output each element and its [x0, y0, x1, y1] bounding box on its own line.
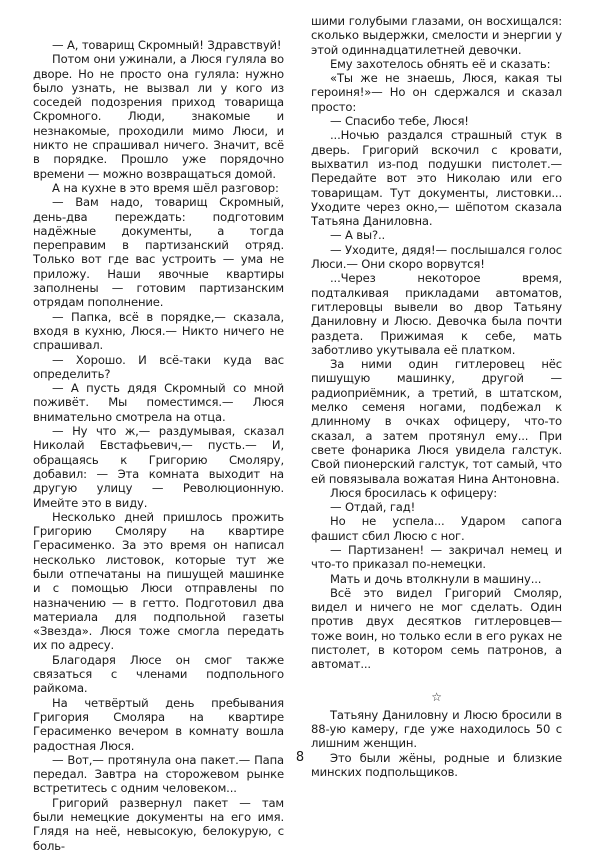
paragraph: За ними один гитлеровец нёс пишущую машинку, другой — радиоприёмник, а третий, в штатском, мелко семеня ногами, подбежал к длинному в очках офицеру, что-то сказал, а затем протянул ему... При свете фонарика Люся увидела галстук. Свой пионерский галстук, тот самый, что ей повязывала вожатая Нина Антоновна. [311, 357, 562, 486]
paragraph-continuation: шими голубыми глазами, он восхищался: сколько выдержки, смелости и энергии у этой одиннадцатилетней девочки. [311, 14, 562, 57]
paragraph: — Вот,— протянула она пакет.— Папа передал. Завтра на сторожевом рынке встретитесь с одним человеком... [33, 752, 284, 796]
paragraph: — Хорошо. И всё-таки куда вас определить? [33, 352, 284, 381]
paragraph: — Партизанен! — закричал немец и что-то приказал по-немецки. [311, 542, 562, 572]
paragraph: — Отдай, гад! [330, 500, 416, 515]
paragraph: Люся бросилась к офицеру: [330, 485, 498, 500]
paragraph: Мать и дочь втолкнули в машину... [330, 571, 542, 586]
star-separator-icon: ☆ [431, 689, 442, 704]
paragraph: Потом они ужинали, а Люся гуляла во дворе. Но не просто она гуляла: нужно было узнать, не вызвал ли у кого из соседей подозрения приход товарища Скромного. Люди, знакомые и незнакомые, проходили мимо Люси, и никто не спрашивал ничего. Значит, всё в порядке. Прошло уже порядочно времени — можно возвращаться домой. [33, 52, 284, 181]
paragraph: Но не успела... Ударом сапога фашист сбил Люсю с ног. [311, 514, 562, 543]
paragraph: На четвёртый день пребывания Григория Смоляра на квартире Герасименко вечером в комнату вошла радостная Люся. [33, 695, 284, 753]
left-column [33, 38, 284, 853]
paragraph: Всё это видел Григорий Смоляр, видел и ничего не мог сделать. Один против двух десятков гитлеровцев— тоже воин, но только если в его руках не пистолет, в котором семь патронов, а автомат... [311, 585, 562, 672]
paragraph: ...Через некоторое время, подталкивая прикладами автоматов, гитлеровцы вывели во двор Татьяну Даниловну и Люсю. Девочка была почти раздета. Прижимая к себе, мать заботливо укутывала её платком. [311, 271, 562, 357]
paragraph: — А пусть дядя Скромный со мной поживёт. Мы поместимся.— Люся внимательно смотрела на отца. [33, 381, 284, 424]
paragraph: Григорий развернул пакет — там были немецкие документы на его имя. Глядя на неё, невысокую, белокурую, с боль- [33, 795, 284, 853]
paragraph: Ему захотелось обнять её и сказать: [330, 56, 551, 71]
paragraph: — Вам надо, товарищ Скромный, день-два переждать: подготовим надёжные документы, а тогда переправим в партизанский отряд. Только вот где вас устроить — ума не приложу. Наши явочные квартиры заполнены — готовим партизанским отрядам пополнение. [33, 195, 284, 310]
right-column [311, 14, 562, 779]
paragraph: Это были жёны, родные и близкие минских подпольщиков. [311, 750, 562, 779]
paragraph: — Папка, всё в порядке,— сказала, входя в кухню, Люся.— Никто ничего не спрашивал. [33, 309, 284, 353]
page-number: 8 [295, 750, 305, 765]
paragraph: — Ну что ж,— раздумывая, сказал Николай Евстафьевич,— пусть.— И, обращаясь к Григорию Смоляру, добавил: — Эта комната выходит на другую улицу — Революционную. Имейте это в виду. [33, 424, 284, 510]
paragraph: — Спасибо тебе, Люся! [330, 114, 469, 129]
paragraph: ...Ночью раздался страшный стук в дверь. Григорий вскочил с кровати, выхватил из-под подушки пистолет.— Передайте вот это Николаю или его товарищам. Тут документы, листовки... Уходите через окно,— шёпотом сказала Татьяна Даниловна. [311, 128, 562, 229]
paragraph: А на кухне в это время шёл разговор: [52, 180, 279, 195]
paragraph: Татьяну Даниловну и Люсю бросили в 88-ую камеру, где уже находилось 50 с лишним женщин. [311, 707, 562, 751]
paragraph: «Ты же не знаешь, Люся, какая ты героиня!»— Но он сдержался и сказал просто: [311, 71, 562, 114]
paragraph: — А, товарищ Скромный! Здравствуй! [52, 38, 282, 52]
paragraph: Несколько дней пришлось прожить Григорию Смоляру на квартире Герасименко. За это время он написал несколько листовок, которые тут же были отпечатаны на пишущей машинке и с помощью Люси отправлены по назначению — в гетто. Подготовил два материала для подпольной газеты «Звезда». Люся тоже смогла передать их по адресу. [33, 509, 284, 653]
paragraph: — А вы?.. [330, 228, 386, 243]
paragraph: — Уходите, дядя!— послышался голос Люси.— Они скоро ворвутся! [311, 242, 562, 272]
paragraph: Благодаря Люсе он смог также связаться с членами подпольного райкома. [33, 652, 284, 696]
